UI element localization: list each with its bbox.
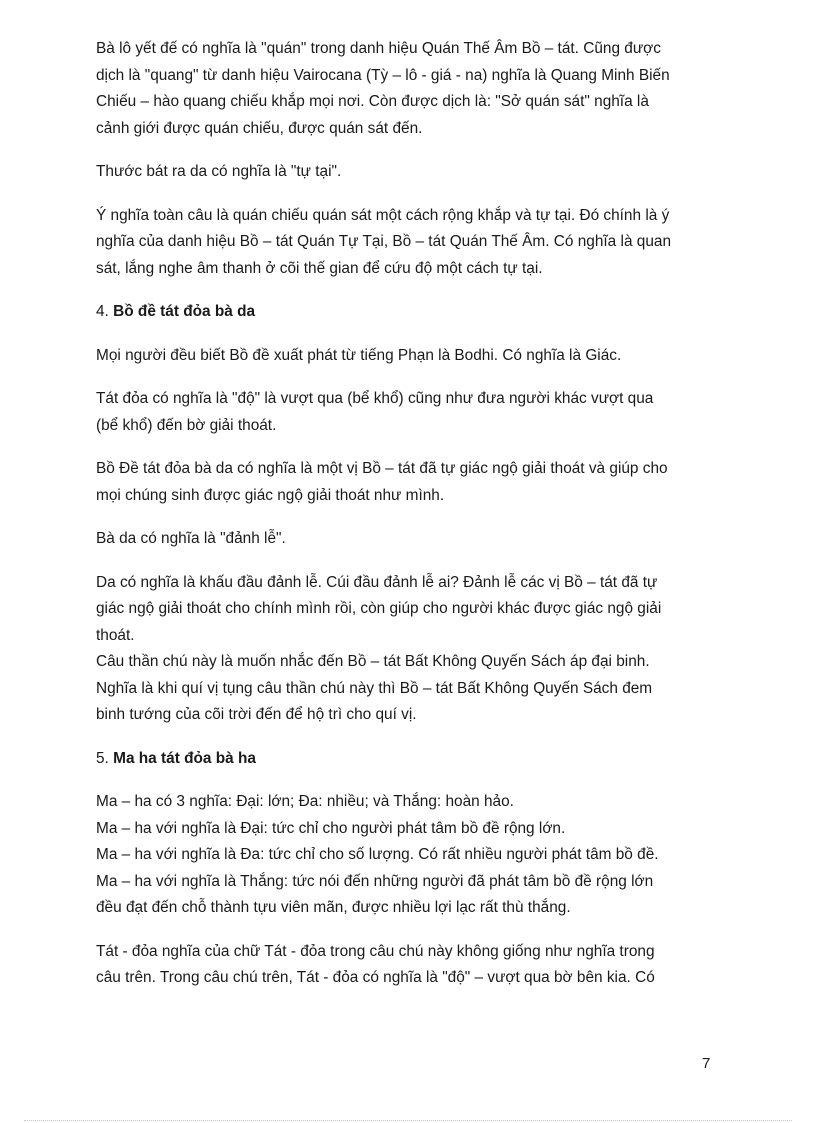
- text-line: Tát đỏa có nghĩa là "độ" là vượt qua (bể khổ) cũng như đưa người khác vượt qua: [96, 390, 654, 407]
- section-title: Bồ đề tát đỏa bà da: [113, 303, 256, 320]
- page-bottom-divider: [24, 1120, 792, 1121]
- text-line: giác ngộ giải thoát cho chính mình rồi, còn giúp cho người khác được giác ngộ giải: [96, 600, 662, 617]
- paragraph-ma-ha: [96, 789, 716, 922]
- paragraph-bodhi: [96, 343, 716, 370]
- text-line: Thước bát ra da có nghĩa là "tự tại".: [96, 163, 342, 180]
- text-line: dịch là "quang" từ danh hiệu Vairocana (Tỳ – lô - giá - na) nghĩa là Quang Minh Biến: [96, 66, 670, 84]
- text-line: đều đạt đến chỗ thành tựu viên mãn, được nhiều lợi lạc rất thù thắng.: [96, 899, 571, 916]
- text-line: câu trên. Trong câu chú trên, Tát - đỏa có nghĩa là "độ" – vượt qua bờ bên kia. Có: [96, 969, 655, 986]
- text-line: Ma – ha với nghĩa là Đa: tức chỉ cho số lượng. Có rất nhiều người phát tâm bồ đề.: [96, 846, 659, 863]
- text-line: sát, lắng nghe âm thanh ở cõi thế gian để cứu độ một cách tự tại.: [96, 259, 543, 277]
- text-line: Ma – ha có 3 nghĩa: Đại: lớn; Đa: nhiều; và Thắng: hoàn hảo.: [96, 793, 514, 810]
- paragraph-thuoc-bat-ra-da: [96, 159, 716, 186]
- text-line: Ý nghĩa toàn câu là quán chiếu quán sát một cách rộng khắp và tự tại. Đó chính là ý: [96, 206, 670, 224]
- text-line: Câu thần chú này là muốn nhắc đến Bồ – tát Bất Không Quyến Sách áp đại binh.: [96, 653, 650, 670]
- section-heading-5: [96, 746, 716, 773]
- page-number: 7: [702, 1055, 711, 1072]
- text-line: Tát - đỏa nghĩa của chữ Tát - đỏa trong câu chú này không giống như nghĩa trong: [96, 942, 655, 960]
- text-line: mọi chúng sinh được giác ngộ giải thoát như mình.: [96, 486, 445, 504]
- paragraph-ba-lo-yet-de: [96, 36, 716, 142]
- text-line: Da có nghĩa là khấu đầu đảnh lễ. Cúi đầu đảnh lễ ai? Đảnh lễ các vị Bồ – tát đã tự: [96, 573, 658, 591]
- text-line: Bồ Đề tát đỏa bà da có nghĩa là một vị Bồ – tát đã tự giác ngộ giải thoát và giúp cho: [96, 460, 668, 477]
- paragraph-tat-doa: [96, 386, 716, 439]
- text-line: Nghĩa là khi quí vị tụng câu thần chú này thì Bồ – tát Bất Không Quyến Sách đem: [96, 679, 653, 697]
- paragraph-tat-doa-nghia: [96, 939, 716, 992]
- section-title: Ma ha tát đỏa bà ha: [113, 749, 256, 767]
- text-line: cảnh giới được quán chiếu, được quán sát đến.: [96, 119, 423, 137]
- text-line: binh tướng của cõi trời đến để hộ trì cho quí vị.: [96, 706, 417, 723]
- text-line: Bà da có nghĩa là "đảnh lễ".: [96, 530, 286, 547]
- text-line: nghĩa của danh hiệu Bồ – tát Quán Tự Tại, Bồ – tát Quán Thế Âm. Có nghĩa là quan: [96, 233, 672, 250]
- section-heading-4: [96, 299, 716, 326]
- paragraph-bo-de-tat-doa: [96, 456, 716, 509]
- text-line: Mọi người đều biết Bồ đề xuất phát từ tiếng Phạn là Bodhi. Có nghĩa là Giác.: [96, 346, 622, 364]
- page-content: [96, 36, 716, 992]
- section-number: 5.: [96, 749, 114, 767]
- text-line: Ma – ha với nghĩa là Thắng: tức nói đến những người đã phát tâm bồ đề rộng lớn: [96, 872, 654, 890]
- section-number: 4.: [96, 303, 114, 320]
- paragraph-bat-khong-quyen-sach: [96, 649, 716, 729]
- text-line: (bể khổ) đến bờ giải thoát.: [96, 416, 277, 434]
- paragraph-y-nghia-toan-cau: [96, 203, 716, 283]
- text-line: Ma – ha với nghĩa là Đại: tức chỉ cho người phát tâm bồ đề rộng lớn.: [96, 819, 566, 837]
- paragraph-ba-da: [96, 526, 716, 553]
- text-line: Bà lô yết đế có nghĩa là "quán" trong danh hiệu Quán Thế Âm Bồ – tát. Cũng được: [96, 40, 661, 57]
- paragraph-da: [96, 570, 716, 650]
- text-line: thoát.: [96, 626, 135, 644]
- text-line: Chiếu – hào quang chiếu khắp mọi nơi. Còn được dịch là: "Sở quán sát" nghĩa là: [96, 93, 649, 110]
